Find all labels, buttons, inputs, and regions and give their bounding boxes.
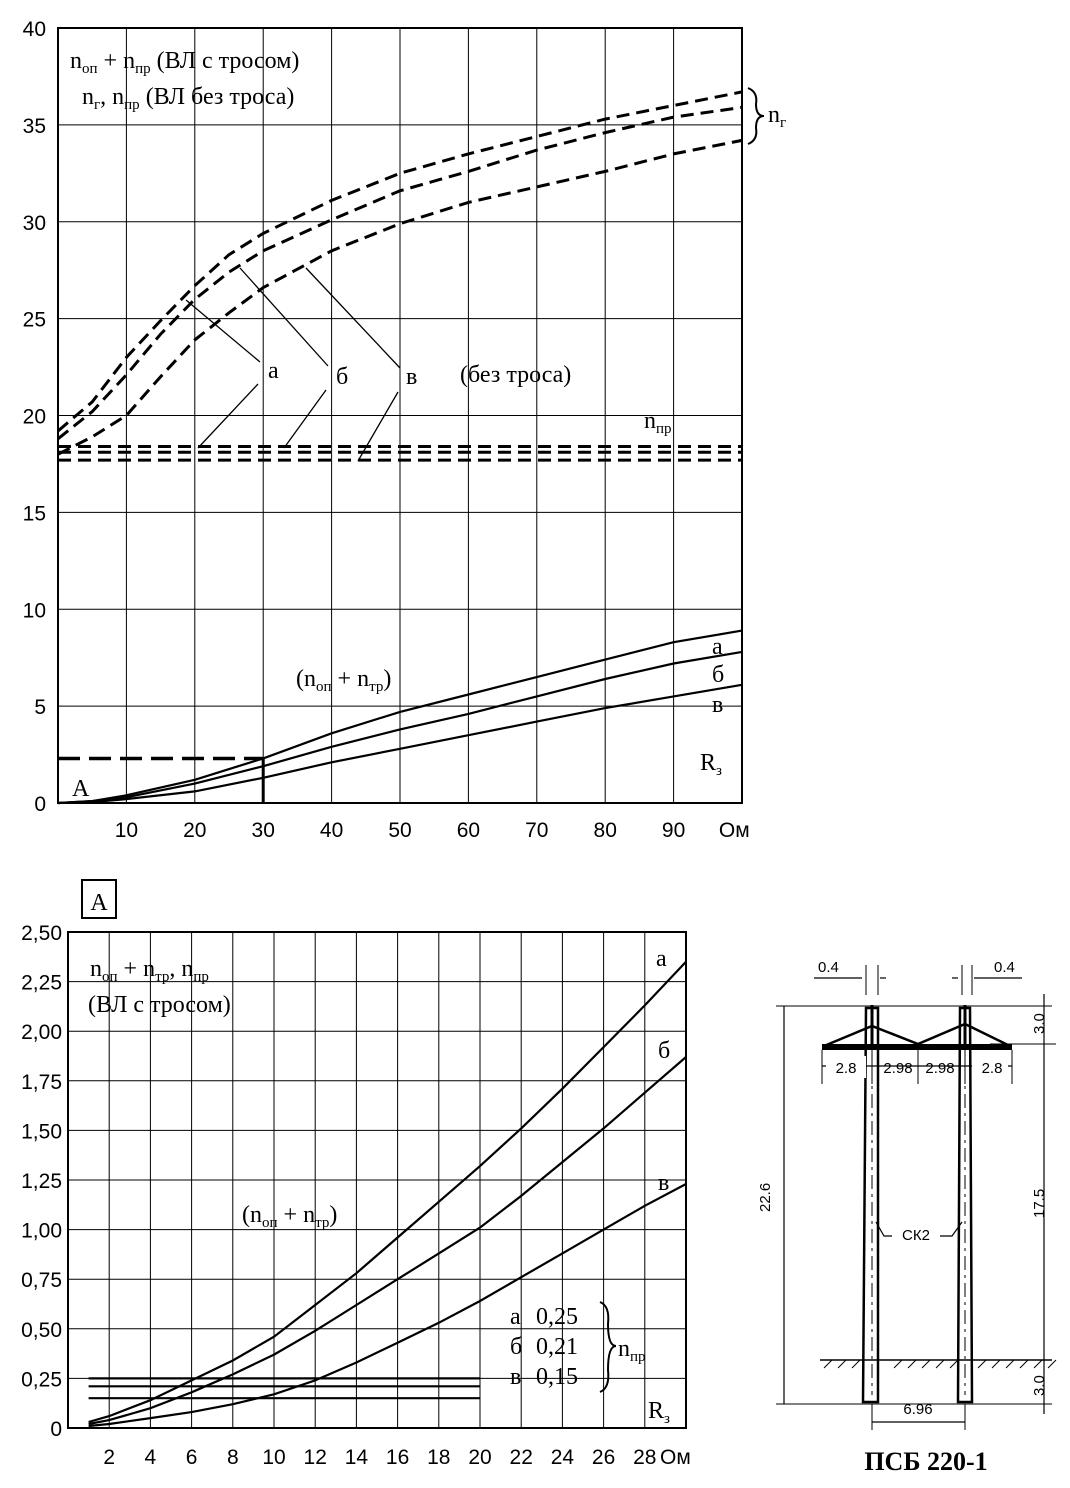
label-sum-part: оп bbox=[262, 1215, 278, 1231]
dim-top-right: 0.4 bbox=[994, 959, 1015, 976]
x-tick-label: 12 bbox=[303, 1446, 327, 1469]
crossarm-truss bbox=[824, 1024, 1010, 1046]
x-tick-label: 14 bbox=[344, 1446, 369, 1469]
ground-hatch bbox=[950, 1360, 958, 1368]
x-tick-label: 18 bbox=[427, 1446, 451, 1469]
label-npr-part: n bbox=[618, 1336, 630, 1362]
ground-hatch bbox=[992, 1360, 1000, 1368]
ground-hatch bbox=[1006, 1360, 1014, 1368]
label-sum-part: ) bbox=[383, 666, 392, 692]
y-tick-label: 1,50 bbox=[21, 1120, 62, 1144]
label-sum-part: ) bbox=[329, 1202, 338, 1228]
npr-value: 0,21 bbox=[536, 1334, 578, 1360]
dim-arm-inner-right: 2.98 bbox=[925, 1060, 955, 1077]
label-rz-part: з bbox=[716, 763, 722, 779]
legend-line-1-part: + n bbox=[97, 48, 136, 74]
npr-letter: а bbox=[510, 1304, 521, 1330]
dim-height-total: 22.6 bbox=[757, 1182, 774, 1212]
legend-line-2-part: n bbox=[82, 84, 94, 110]
x-tick-label: 10 bbox=[114, 819, 139, 842]
ground-hatch bbox=[922, 1360, 930, 1368]
x-tick-label: 28 bbox=[633, 1446, 657, 1469]
ground-hatch bbox=[908, 1360, 916, 1368]
x-tick-label: 70 bbox=[525, 819, 549, 842]
x-tick-label: 22 bbox=[509, 1446, 533, 1469]
label-bez-trosa: (без троса) bbox=[460, 362, 572, 388]
ground-hatch bbox=[936, 1360, 944, 1368]
dim-height-top: 3.0 bbox=[1031, 1013, 1048, 1034]
dim-height-bottom: 3.0 bbox=[1031, 1375, 1048, 1396]
end-letter-a: а bbox=[656, 946, 667, 972]
label-sum-part: (n bbox=[296, 666, 316, 692]
label-sum-part: + n bbox=[277, 1202, 316, 1228]
x-tick-label: 10 bbox=[262, 1446, 286, 1469]
dim-top-left: 0.4 bbox=[818, 959, 839, 976]
y-tick-label: 1,25 bbox=[21, 1170, 62, 1193]
y-tick-label: 0 bbox=[50, 1418, 62, 1441]
legend-line-1-part: пр bbox=[135, 61, 151, 77]
x-tick-label: 20 bbox=[183, 819, 207, 842]
npr-value: 0,25 bbox=[536, 1304, 578, 1330]
x-tick-label: 40 bbox=[319, 819, 344, 842]
pointer-letter: в bbox=[406, 364, 418, 390]
label-npr-part: n bbox=[644, 408, 656, 434]
legend-line-2-part: пр bbox=[124, 97, 140, 113]
label-rz-part: R bbox=[700, 750, 717, 776]
y-tick-label: 15 bbox=[22, 502, 46, 526]
y-tick-label: 10 bbox=[22, 599, 46, 623]
ground-hatch bbox=[838, 1360, 846, 1368]
x-tick-label: 50 bbox=[388, 819, 412, 842]
ground-hatch bbox=[1034, 1360, 1042, 1368]
legend-line-2-part: г bbox=[94, 97, 101, 113]
y-tick-label: 0 bbox=[34, 793, 46, 816]
x-tick-label: 30 bbox=[251, 819, 275, 842]
x-tick-label: 90 bbox=[661, 819, 686, 842]
y-tick-label: 2,00 bbox=[21, 1021, 62, 1045]
ground-hatch bbox=[824, 1360, 832, 1368]
x-tick-label: 6 bbox=[185, 1446, 198, 1469]
x-tick-label: 20 bbox=[468, 1446, 492, 1469]
dim-base-width: 6.96 bbox=[903, 1401, 933, 1418]
y-tick-label: 5 bbox=[34, 696, 46, 720]
legend-line-1-part: n bbox=[90, 956, 102, 982]
ground-hatch bbox=[894, 1360, 902, 1368]
pointer-letter: б bbox=[336, 364, 349, 390]
label-A: А bbox=[72, 776, 90, 802]
x-tick-label: 2 bbox=[103, 1446, 116, 1469]
pointer-letter: а bbox=[268, 358, 279, 384]
legend-line-2-part: , n bbox=[100, 84, 125, 110]
y-tick-label: 1,00 bbox=[21, 1219, 62, 1243]
legend-line-1-part: пр bbox=[193, 969, 209, 985]
label-sum-part: тр bbox=[315, 1215, 330, 1231]
y-tick-label: 20 bbox=[22, 405, 46, 429]
label-sum-part: оп bbox=[316, 679, 332, 695]
x-tick-label: 80 bbox=[593, 819, 617, 842]
label-ng-part: г bbox=[780, 115, 787, 131]
legend-line-1-part: оп bbox=[102, 969, 118, 985]
y-tick-label: 30 bbox=[22, 211, 46, 235]
dim-arm-right: 2.8 bbox=[981, 1060, 1003, 1077]
label-brace: СК2 bbox=[902, 1227, 930, 1244]
ground-hatch bbox=[1048, 1360, 1056, 1368]
label-rz-part: R bbox=[648, 1398, 665, 1424]
label-ng-part: n bbox=[768, 102, 780, 128]
legend-line-1-part: , n bbox=[169, 956, 194, 982]
x-tick-label: 16 bbox=[385, 1446, 410, 1469]
end-letter-b: б bbox=[712, 662, 725, 688]
y-tick-label: 2,50 bbox=[21, 922, 62, 945]
label-npr-part: пр bbox=[630, 1349, 646, 1365]
label-sum-part: тр bbox=[369, 679, 384, 695]
end-letter-v: в bbox=[712, 692, 724, 718]
legend-line-1-part: n bbox=[70, 48, 82, 74]
y-tick-label: 35 bbox=[22, 114, 46, 138]
x-tick-label: 60 bbox=[456, 819, 481, 842]
y-tick-label: 40 bbox=[22, 18, 46, 41]
ground-hatch bbox=[852, 1360, 860, 1368]
x-unit-label: Ом bbox=[718, 819, 750, 842]
end-letter-v: в bbox=[658, 1170, 670, 1196]
x-unit-label: Ом bbox=[660, 1446, 691, 1469]
label-sum-part: (n bbox=[242, 1202, 262, 1228]
dim-arm-inner-left: 2.98 bbox=[883, 1060, 913, 1077]
x-tick-label: 26 bbox=[591, 1446, 616, 1469]
end-letter-b: б bbox=[658, 1038, 671, 1064]
npr-letter: в bbox=[510, 1364, 522, 1390]
y-tick-label: 0,25 bbox=[21, 1368, 62, 1392]
y-tick-label: 1,75 bbox=[21, 1070, 62, 1094]
dim-arm-left: 2.8 bbox=[835, 1060, 857, 1077]
npr-letter: б bbox=[510, 1334, 523, 1360]
label-npr-part: пр bbox=[656, 421, 672, 437]
y-tick-label: 25 bbox=[22, 308, 46, 332]
tower-caption: ПСБ 220-1 bbox=[864, 1447, 988, 1476]
box-label: А bbox=[90, 890, 108, 916]
ground-hatch bbox=[978, 1360, 986, 1368]
legend-line-2-part: (ВЛ без троса) bbox=[139, 84, 295, 110]
end-letter-a: а bbox=[712, 634, 723, 660]
y-tick-label: 0,50 bbox=[21, 1318, 62, 1342]
ground-hatch bbox=[1020, 1360, 1028, 1368]
npr-value: 0,15 bbox=[536, 1364, 578, 1390]
legend-line-1-part: (ВЛ с тросом) bbox=[150, 48, 300, 74]
legend-line-1-part: + n bbox=[117, 956, 156, 982]
x-tick-label: 24 bbox=[550, 1446, 575, 1469]
x-tick-label: 8 bbox=[226, 1446, 239, 1469]
dim-height-mid: 17.5 bbox=[1031, 1188, 1048, 1218]
y-tick-label: 0,75 bbox=[21, 1269, 62, 1293]
legend-line-1-part: оп bbox=[82, 61, 98, 77]
legend-line-1-part: тр bbox=[155, 969, 170, 985]
label-rz-part: з bbox=[664, 1411, 670, 1427]
label-sum-part: + n bbox=[331, 666, 370, 692]
y-tick-label: 2,25 bbox=[21, 971, 62, 995]
legend-line-2: (ВЛ с тросом) bbox=[88, 992, 231, 1018]
x-tick-label: 4 bbox=[144, 1446, 157, 1469]
